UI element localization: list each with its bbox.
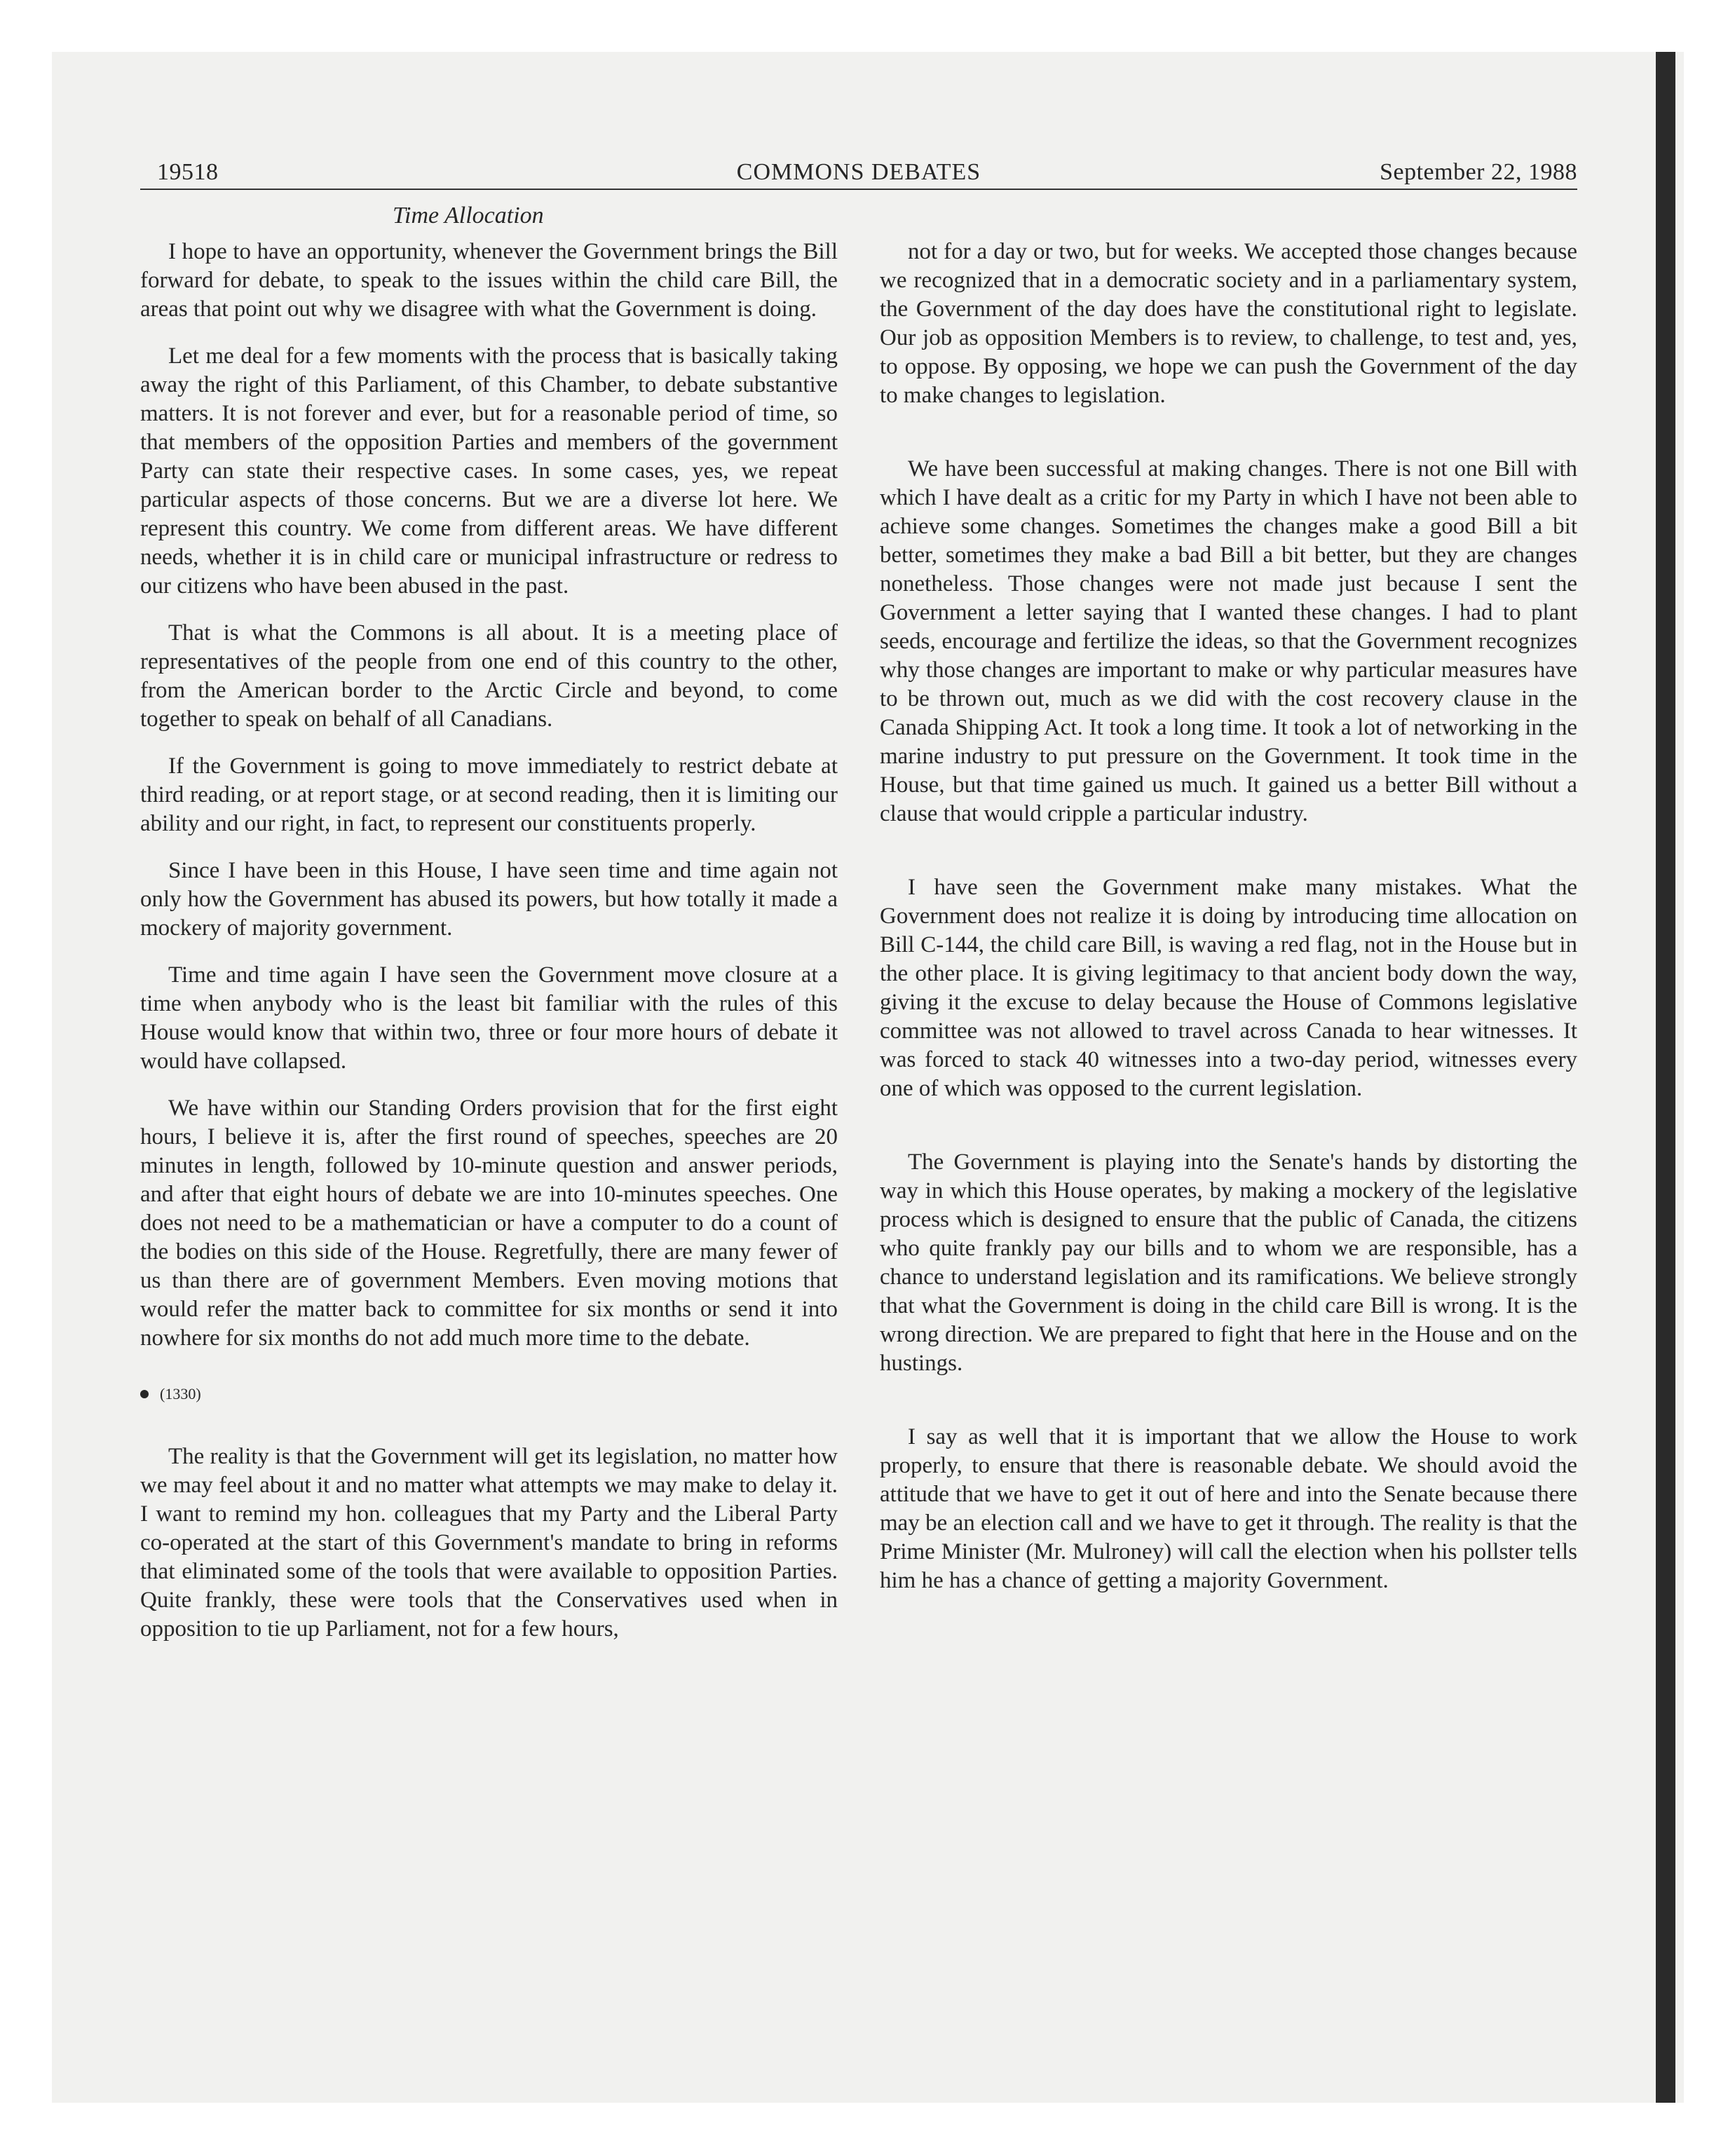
paragraph: The Government is playing into the Senate's hands by distorting the way in which this House operates, by making a mockery of the legislative process which is designed to ensure that the public of Canada, the citizens who quite frankly pay our bills and to whom we are responsible, has a chance to understand legislation and its ramifications. We believe strongly that what the Government is doing in the child care Bill is wrong. It is the wrong direction. We are prepared to fight that here in the House and on the hustings. <box>880 1149 1577 1376</box>
paragraph: not for a day or two, but for weeks. We accepted those changes because we recognized that in a democratic society and in a parliamentary system, the Government of the day does have the constitutional right to legislate. Our job as opposition Members is to review, to challenge, to test and, yes, to oppose. By opposing, we hope we can push the Government of the day to make changes to legislation. <box>880 239 1577 408</box>
binding-edge <box>1656 52 1675 2103</box>
paragraph: We have within our Standing Orders provision that for the first eight hours, I believe it is, after the first round of speeches, speeches are 20 minutes in length, followed by 10-minute question and answer periods, and after that eight hours of debate we are into 10-minutes speeches. One does not need to be a mathematician or have a computer to do a count of the bodies on this side of the House. Regretfully, there are many fewer of us than there are of government Members. Even moving motions that would refer the matter back to committee for six months or send it into nowhere for six months do not add much more time to the debate. <box>140 1096 838 1351</box>
time-marker-text: (1330) <box>160 1385 201 1403</box>
paragraph: I say as well that it is important that we allow the House to work properly, to ensure that there is reasonable debate. We should avoid the attitude that we have to get it out of here and into the Senate because there may be an election call and we have to get it through. The reality is that the Prime Minister (Mr. Mulroney) will call the election when his pollster tells him he has a chance of getting a majority Government. <box>880 1424 1577 1593</box>
issue-date: September 22, 1988 <box>1380 159 1577 185</box>
paragraph: Time and time again I have seen the Government move closure at a time when anybody who is the least bit familiar with the rules of this House would know that within two, three or four more hours of debate it would have collapsed. <box>140 962 838 1074</box>
paragraph: The reality is that the Government will get its legislation, no matter how we may feel about it and no matter what attempts we may make to delay it. I want to remind my hon. colleagues that my Party and the Liberal Party co-operated at the start of this Government's mandate to bring in reforms that eliminated some of the tools that were available to opposition Parties. Quite frankly, these were tools that the Conservatives used when in opposition to tie up Parliament, not for a few hours, <box>140 1444 838 1642</box>
bullet-icon <box>140 1390 149 1398</box>
page-number: 19518 <box>157 159 219 185</box>
paragraph: I hope to have an opportunity, whenever the Government brings the Bill forward for debate, to speak to the issues within the child care Bill, the areas that point out why we disagree with what the Government is doing. <box>140 239 838 322</box>
paragraph: That is what the Commons is all about. It is a meeting place of representatives of the people from one end of this country to the other, from the American border to the Arctic Circle and beyond, to come together to speak on behalf of all Canadians. <box>140 620 838 732</box>
paragraph: Since I have been in this House, I have seen time and time again not only how the Government has abused its powers, but how totally it made a mockery of majority government. <box>140 858 838 941</box>
publication-title: COMMONS DEBATES <box>736 159 981 185</box>
paragraph: If the Government is going to move immediately to restrict debate at third reading, or at report stage, or at second reading, then it is limiting our ability and our right, in fact, to represent our constituents properly. <box>140 753 838 836</box>
text-columns <box>140 238 1577 1662</box>
paragraph: I have seen the Government make many mistakes. What the Government does not realize it is doing by introducing time allocation on Bill C-144, the child care Bill, is waving a red flag, not in the House but in the other place. It is giving legitimacy to that ancient body down the way, giving it the excuse to delay because the House of Commons legislative committee was not allowed to travel across Canada to hear witnesses. It was forced to stack 40 witnesses into a two-day period, witnesses every one of which was opposed to the current legislation. <box>880 875 1577 1101</box>
paragraph: We have been successful at making changes. There is not one Bill with which I have dealt as a critic for my Party in which I have not been able to achieve some changes. Sometimes the changes make a good Bill a bit better, sometimes they make a bad Bill a bit better, but they are changes nonetheless. Those changes were not made just because I sent the Government a letter saying that I wanted these changes. I had to plant seeds, encourage and fertilize the ideas, so that the Government recognizes why those changes are important to make or why particular measures have to be thrown out, much as we did with the cost recovery clause in the Canada Shipping Act. It took a long time. It took a lot of networking in the marine industry to put pressure on the Government. It took time in the House, but that time gained us much. It gained us a better Bill without a clause that would cripple a particular industry. <box>880 456 1577 826</box>
left-column <box>140 238 838 1662</box>
right-column <box>880 238 1577 1662</box>
time-marker <box>140 1385 838 1403</box>
page <box>140 158 1577 1662</box>
section-title: Time Allocation <box>393 203 544 228</box>
running-header <box>140 158 1577 190</box>
paragraph: Let me deal for a few moments with the process that is basically taking away the right of this Parliament, of this Chamber, to debate substantive matters. It is not forever and ever, but for a reasonable period of time, so that members of the opposition Parties and members of the government Party can state their respective cases. In some cases, yes, we repeat particular aspects of those concerns. But we are a diverse lot here. We represent this country. We come from different areas. We have different needs, whether it is in child care or municipal infrastructure or redress to our citizens who have been abused in the past. <box>140 343 838 599</box>
